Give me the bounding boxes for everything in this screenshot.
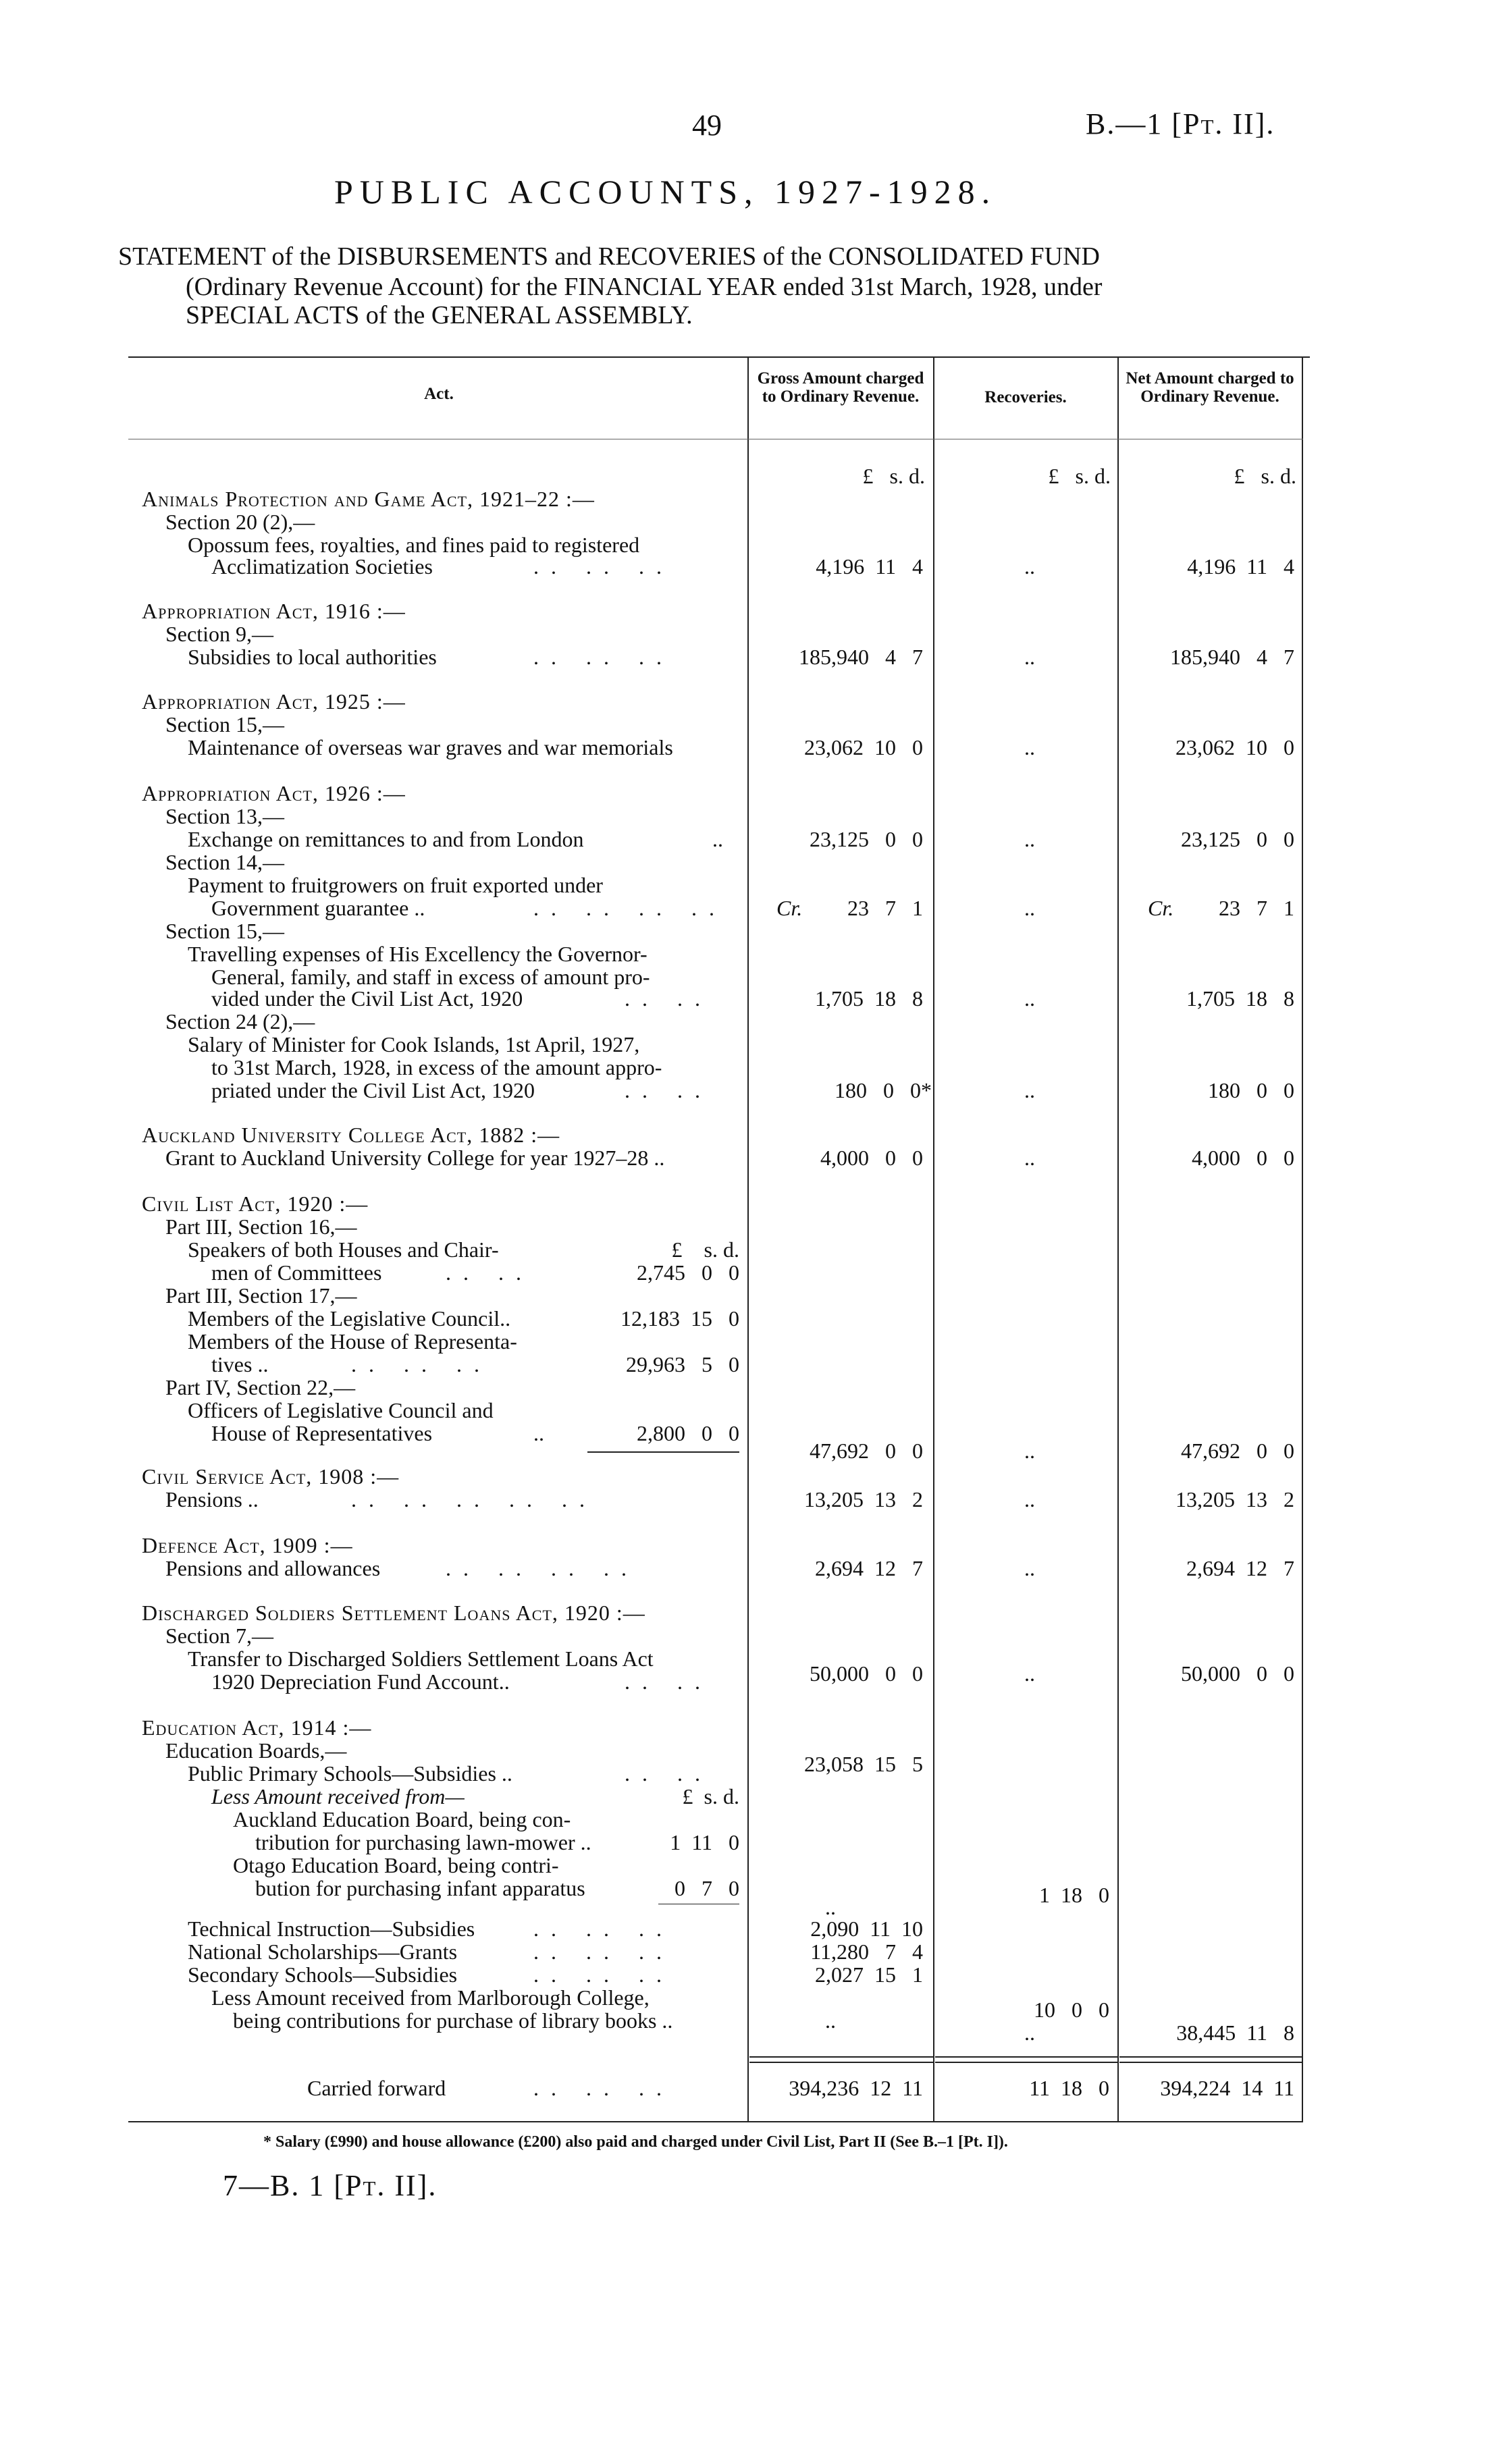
gross-amount: 23 7 1 xyxy=(847,896,923,920)
table-right-edge xyxy=(1302,356,1303,2122)
item-text: Subsidies to local authorities xyxy=(188,645,437,669)
leader-dots: .. xyxy=(712,827,723,851)
inner-currency-header: £ s. d. xyxy=(682,1784,739,1809)
inner-amount: 29,963 5 0 xyxy=(626,1352,739,1376)
gross-amount: 2,694 12 7 xyxy=(815,1556,923,1580)
net-total-rule xyxy=(1119,2056,1302,2058)
recoveries-amount: .. xyxy=(1024,1439,1035,1463)
page-number: 49 xyxy=(692,109,722,142)
leader-dots: .. .. .. xyxy=(533,1939,674,1964)
recoveries-amount: .. xyxy=(1024,1661,1035,1686)
item-text: men of Committees xyxy=(211,1260,382,1285)
gross-amount: 2,090 11 10 xyxy=(810,1917,923,1941)
column-divider-1 xyxy=(747,356,749,2122)
statement-line-2: (Ordinary Revenue Account) for the FINANCIAL YEAR ended 31st March, 1928, under xyxy=(186,273,1103,301)
item-text: Members of the House of Representa- xyxy=(188,1329,517,1354)
inner-amount: 12,183 15 0 xyxy=(620,1306,739,1331)
net-amount: 50,000 0 0 xyxy=(1181,1661,1294,1686)
gross-total-rule xyxy=(749,2056,933,2058)
recoveries-amount: .. xyxy=(1024,1146,1035,1170)
inner-currency-header: £ s. d. xyxy=(671,1237,739,1262)
gross-amount: 185,940 4 7 xyxy=(799,645,923,669)
column-divider-3 xyxy=(1117,356,1119,2122)
item-text: Auckland Education Board, being con- xyxy=(233,1807,571,1831)
net-amount: 47,692 0 0 xyxy=(1181,1439,1294,1463)
item-text: Pensions and allowances xyxy=(165,1556,381,1580)
gross-amount: 47,692 0 0 xyxy=(810,1439,923,1463)
leader-dots: .. .. .. .. xyxy=(533,896,726,920)
recoveries-amount: .. xyxy=(1024,1078,1035,1102)
recoveries-amount: .. xyxy=(1024,827,1035,851)
item-text: Members of the Legislative Council.. xyxy=(188,1306,511,1331)
section-label: Part III, Section 17,— xyxy=(165,1283,357,1308)
item-text: Salary of Minister for Cook Islands, 1st April, 1927, xyxy=(188,1032,640,1056)
section-label: Section 20 (2),— xyxy=(165,510,315,534)
carried-forward-label: Carried forward xyxy=(307,2076,446,2100)
net-amount: 4,196 11 4 xyxy=(1187,554,1294,579)
currency-header-gross: £ s. d. xyxy=(862,464,925,488)
recoveries-amount: .. xyxy=(1024,735,1035,759)
item-text: Grant to Auckland University College for year 1927–28 .. xyxy=(165,1146,665,1170)
inner-amount: 1 11 0 xyxy=(670,1830,739,1854)
gross-amount: .. xyxy=(825,1895,836,1919)
net-amount: 180 0 0 xyxy=(1208,1078,1294,1102)
leader-dots: .. .. xyxy=(625,1078,712,1102)
leader-dots: .. .. .. .. xyxy=(446,1556,639,1580)
gross-amount: 4,196 11 4 xyxy=(816,554,923,579)
leader-dots: .. .. .. .. .. xyxy=(351,1487,597,1511)
item-text: National Scholarships—Grants xyxy=(188,1939,458,1964)
recoveries-amount: .. xyxy=(1024,1556,1035,1580)
gross-amount: 11,280 7 4 xyxy=(810,1939,923,1964)
recoveries-amount: .. xyxy=(1024,1487,1035,1511)
section-label: Part III, Section 16,— xyxy=(165,1214,357,1239)
leader-dots: .. .. xyxy=(446,1260,533,1285)
inner-amount: 2,745 0 0 xyxy=(637,1260,739,1285)
net-total-rule xyxy=(1119,2062,1302,2063)
item-text: Opossum fees, royalties, and fines paid to registered xyxy=(188,533,640,557)
act-heading: Appropriation Act, 1925 :— xyxy=(142,689,406,714)
recoveries-amount: .. xyxy=(1024,896,1035,920)
item-text: Pensions .. xyxy=(165,1487,259,1511)
gross-amount: 1,705 18 8 xyxy=(815,986,923,1011)
table-bottom-rule xyxy=(128,2121,1303,2122)
gross-amount: 23,125 0 0 xyxy=(810,827,923,851)
recoveries-total-rule xyxy=(935,2062,1117,2063)
section-label: Section 15,— xyxy=(165,712,284,736)
recoveries-amount: .. xyxy=(1024,554,1035,579)
section-label: Section 13,— xyxy=(165,804,284,828)
act-heading: Discharged Soldiers Settlement Loans Act, 1920 :— xyxy=(142,1601,645,1625)
gross-amount: 2,027 15 1 xyxy=(815,1962,923,1987)
inner-subtotal-rule xyxy=(587,1451,739,1453)
recoveries-amount: .. xyxy=(1024,2020,1035,2045)
gross-amount: 23,062 10 0 xyxy=(804,735,923,759)
item-text: General, family, and staff in excess of amount pro- xyxy=(211,965,650,989)
column-header-net: Net Amount charged to Ordinary Revenue. xyxy=(1126,369,1294,406)
section-label: Section 24 (2),— xyxy=(165,1009,315,1034)
gross-amount: 4,000 0 0 xyxy=(820,1146,923,1170)
recoveries-amount: .. xyxy=(1024,986,1035,1011)
item-text: 1920 Depreciation Fund Account.. xyxy=(211,1669,510,1694)
item-text: Government guarantee .. xyxy=(211,896,425,920)
leader-dots: .. xyxy=(533,1421,544,1445)
item-text: Transfer to Discharged Soldiers Settlement Loans Act xyxy=(188,1646,654,1671)
net-amount: 23,062 10 0 xyxy=(1175,735,1294,759)
column-header-recoveries: Recoveries. xyxy=(984,388,1067,406)
credit-marker: Cr. xyxy=(1148,896,1174,920)
item-text: Technical Instruction—Subsidies xyxy=(188,1917,475,1941)
credit-marker: Cr. xyxy=(776,896,803,920)
act-heading: Animals Protection and Game Act, 1921–22 :— xyxy=(142,487,595,511)
net-amount: 2,694 12 7 xyxy=(1186,1556,1294,1580)
recoveries-total-rule xyxy=(935,2056,1117,2058)
leader-dots: .. .. .. xyxy=(533,645,674,669)
item-text: Maintenance of overseas war graves and war memorials xyxy=(188,735,673,759)
recoveries-total: 11 18 0 xyxy=(1029,2076,1109,2100)
net-amount: 4,000 0 0 xyxy=(1192,1146,1294,1170)
item-text: priated under the Civil List Act, 1920 xyxy=(211,1078,535,1102)
footer-reference: 7—B. 1 [Pt. II]. xyxy=(223,2169,438,2202)
section-label: Section 7,— xyxy=(165,1624,273,1648)
gross-amount: 50,000 0 0 xyxy=(810,1661,923,1686)
item-text: vided under the Civil List Act, 1920 xyxy=(211,986,523,1011)
gross-amount: 13,205 13 2 xyxy=(804,1487,923,1511)
gross-amount: .. xyxy=(825,2008,836,2033)
gross-amount: 180 0 0* xyxy=(835,1078,932,1102)
item-text: House of Representatives xyxy=(211,1421,433,1445)
leader-dots: .. .. xyxy=(625,1669,712,1694)
item-text: bution for purchasing infant apparatus xyxy=(255,1876,585,1900)
gross-total: 394,236 12 11 xyxy=(789,2076,923,2100)
leader-dots: .. .. xyxy=(625,986,712,1011)
item-text: to 31st March, 1928, in excess of the amount appro- xyxy=(211,1055,662,1079)
section-label: Education Boards,— xyxy=(165,1738,347,1763)
act-heading: Auckland University College Act, 1882 :— xyxy=(142,1123,560,1147)
act-heading: Appropriation Act, 1926 :— xyxy=(142,781,406,805)
act-heading: Civil List Act, 1920 :— xyxy=(142,1191,369,1216)
net-amount: 38,445 11 8 xyxy=(1176,2020,1294,2045)
inner-amount: 2,800 0 0 xyxy=(637,1421,739,1445)
section-label: Part IV, Section 22,— xyxy=(165,1375,356,1399)
net-amount: 23,125 0 0 xyxy=(1181,827,1294,851)
column-header-gross: Gross Amount charged to Ordinary Revenue. xyxy=(757,369,924,406)
item-text: Travelling expenses of His Excellency the Governor- xyxy=(188,942,647,966)
item-text: tives .. xyxy=(211,1352,269,1376)
net-total: 394,224 14 11 xyxy=(1160,2076,1294,2100)
leader-dots: .. .. .. xyxy=(533,1962,674,1987)
net-amount: 23 7 1 xyxy=(1219,896,1294,920)
recoveries-amount: 1 18 0 xyxy=(1039,1883,1109,1907)
item-text: Officers of Legislative Council and xyxy=(188,1398,494,1422)
leader-dots: .. .. .. xyxy=(533,554,674,579)
act-heading: Defence Act, 1909 :— xyxy=(142,1533,353,1557)
page-reference: B.—1 [Pt. II]. xyxy=(1086,107,1275,140)
item-text: being contributions for purchase of library books .. xyxy=(233,2008,673,2033)
currency-header-net: £ s. d. xyxy=(1234,464,1296,488)
leader-dots: .. .. .. xyxy=(351,1352,492,1376)
gross-total-rule xyxy=(749,2062,933,2063)
item-text: Otago Education Board, being contri- xyxy=(233,1853,559,1877)
act-heading: Civil Service Act, 1908 :— xyxy=(142,1464,400,1489)
net-amount: 1,705 18 8 xyxy=(1186,986,1294,1011)
leader-dots: .. .. .. xyxy=(533,1917,674,1941)
item-text: Less Amount received from— xyxy=(211,1784,465,1809)
item-text: Exchange on remittances to and from London xyxy=(188,827,584,851)
item-text: Payment to fruitgrowers on fruit exported under xyxy=(188,873,603,897)
item-text: Speakers of both Houses and Chair- xyxy=(188,1237,499,1262)
item-text: Public Primary Schools—Subsidies .. xyxy=(188,1761,512,1786)
gross-amount: 23,058 15 5 xyxy=(804,1752,923,1776)
column-header-act: Act. xyxy=(424,385,454,403)
currency-header-recoveries: £ s. d. xyxy=(1048,464,1111,488)
item-text: Less Amount received from Marlborough College, xyxy=(211,1985,650,2010)
leader-dots: .. .. .. xyxy=(533,2076,674,2100)
column-divider-2 xyxy=(933,356,934,2122)
page-title: PUBLIC ACCOUNTS, 1927-1928. xyxy=(334,173,997,211)
leader-dots: .. .. xyxy=(625,1761,712,1786)
act-heading: Education Act, 1914 :— xyxy=(142,1715,372,1740)
net-amount: 13,205 13 2 xyxy=(1175,1487,1294,1511)
inner-amount: 0 7 0 xyxy=(675,1876,739,1900)
item-text: tribution for purchasing lawn-mower .. xyxy=(255,1830,591,1854)
statement-line-3: SPECIAL ACTS of the GENERAL ASSEMBLY. xyxy=(186,301,693,329)
item-text: Secondary Schools—Subsidies xyxy=(188,1962,458,1987)
recoveries-amount: 10 0 0 xyxy=(1034,1998,1109,2022)
net-amount: 185,940 4 7 xyxy=(1170,645,1294,669)
item-text: Acclimatization Societies xyxy=(211,554,433,579)
statement-line-1: STATEMENT of the DISBURSEMENTS and RECOVERIES of the CONSOLIDATED FUND xyxy=(118,242,1100,271)
section-label: Section 14,— xyxy=(165,850,284,874)
footnote: * Salary (£990) and house allowance (£200) also paid and charged under Civil List, Part II (See B.–1 [Pt. I]). xyxy=(263,2133,1008,2151)
section-label: Section 15,— xyxy=(165,919,284,943)
recoveries-amount: .. xyxy=(1024,645,1035,669)
table-top-rule xyxy=(128,356,1310,358)
act-heading: Appropriation Act, 1916 :— xyxy=(142,599,406,623)
section-label: Section 9,— xyxy=(165,622,273,646)
